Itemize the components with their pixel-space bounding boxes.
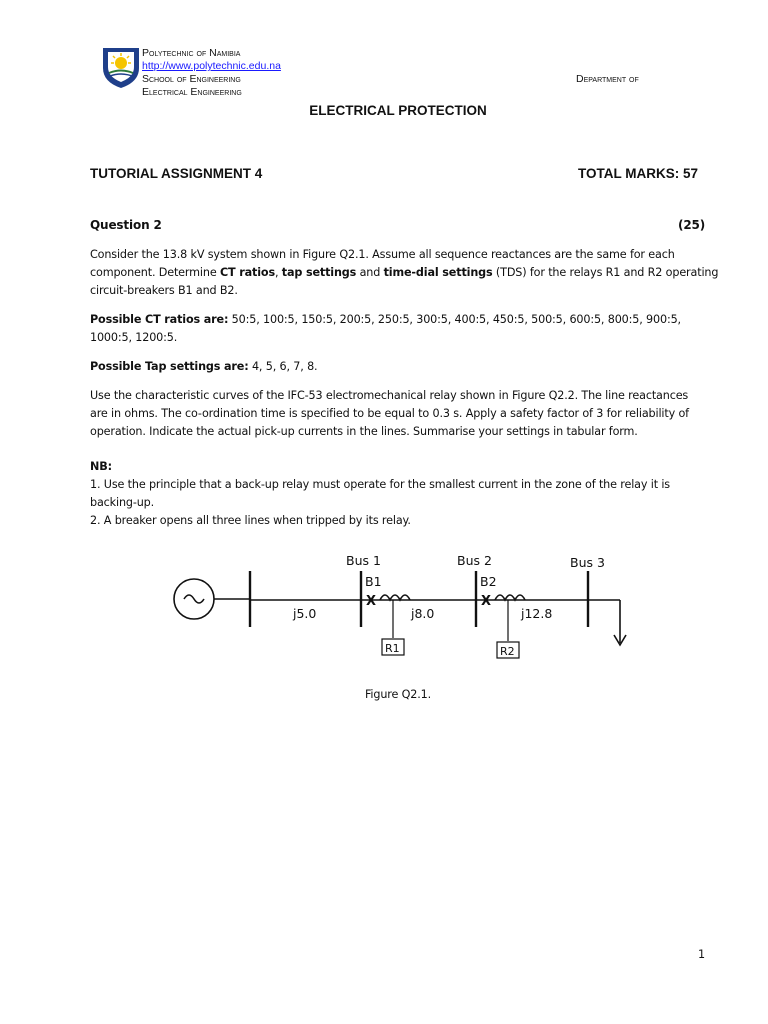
ct-ratios-values: 50:5, 100:5, 150:5, 200:5, 250:5, 300:5, 400:5, 450:5, 500:5, 600:5, 800:5, 900:5,	[228, 313, 681, 326]
bus-1-label: Bus 1	[346, 553, 381, 568]
nb-block	[90, 458, 670, 530]
paragraph-2-line-1: Use the characteristic curves of the IFC-53 electromechanical relay shown in Figure Q2.2. The line reactances	[90, 389, 689, 402]
ct-ratios-line-1	[90, 311, 681, 329]
figure-caption: Figure Q2.1.	[364, 688, 432, 701]
single-line-diagram	[0, 545, 768, 670]
total-marks: TOTAL MARKS: 57	[578, 166, 699, 181]
assignment-title: TUTORIAL ASSIGNMENT 4	[90, 166, 263, 181]
tap-settings-emphasis: tap settings	[281, 266, 357, 279]
relay-1-label: R1	[385, 642, 400, 655]
institution-logo	[100, 44, 142, 90]
institution-name: Polytechnic of Namibia	[142, 47, 241, 59]
nb-item-1-line-1: 1. Use the principle that a back-up relay must operate for the smallest current in the zone of the relay it is	[90, 478, 670, 491]
ct-ratios-label: Possible CT ratios are:	[90, 313, 229, 326]
line-2-reactance: j8.0	[411, 606, 435, 621]
ct-ratios-block	[90, 311, 681, 347]
ct-ratios-emphasis: CT ratios	[219, 266, 275, 279]
tap-settings-values: 4, 5, 6, 7, 8.	[248, 360, 318, 373]
paragraph-1-line-1: Consider the 13.8 kV system shown in Figure Q2.1. Assume all sequence reactances are the same for each	[90, 248, 675, 261]
department-prefix: Department of	[576, 73, 639, 85]
bus-2-label: Bus 2	[457, 553, 492, 568]
line-3-reactance: j12.8	[521, 606, 553, 621]
department-name: Electrical Engineering	[142, 86, 242, 98]
text-segment: (TDS) for the relays R1 and R2 operating	[492, 266, 719, 279]
question-text-paragraph-2	[90, 387, 689, 441]
page-number: 1	[698, 948, 705, 961]
tap-settings-block	[90, 358, 317, 376]
breaker-2-label: B2	[480, 574, 497, 589]
breaker-1-label: B1	[365, 574, 382, 589]
paragraph-1-line-2	[90, 264, 718, 282]
school-name: School of Engineering	[142, 73, 241, 85]
nb-item-1-line-2: backing-up.	[90, 496, 155, 509]
tap-settings-label: Possible Tap settings are:	[90, 360, 249, 373]
bus-3-label: Bus 3	[570, 555, 605, 570]
paragraph-1-line-3: circuit-breakers B1 and B2.	[90, 284, 238, 297]
nb-label: NB:	[90, 460, 112, 473]
relay-2-label: R2	[500, 645, 515, 658]
paragraph-2-line-3: operation. Indicate the actual pick-up currents in the lines. Summarise your settings in tabular form.	[90, 425, 638, 438]
text-segment: ,	[274, 266, 282, 279]
breaker-2-symbol: X	[481, 594, 492, 609]
breaker-1-symbol: X	[366, 594, 377, 609]
course-title: ELECTRICAL PROTECTION	[309, 103, 487, 118]
question-text-paragraph-1	[90, 246, 718, 300]
generator-sine-icon	[184, 595, 204, 603]
nb-item-2: 2. A breaker opens all three lines when tripped by its relay.	[90, 514, 411, 527]
ct-ratios-line-2: 1000:5, 1200:5.	[90, 331, 178, 344]
question-marks: (25)	[678, 218, 706, 232]
question-label: Question 2	[90, 218, 162, 232]
paragraph-2-line-2: are in ohms. The co-ordination time is specified to be equal to 0.3 s. Apply a safety factor of 3 for reliability of	[90, 407, 689, 420]
time-dial-emphasis: time-dial settings	[383, 266, 493, 279]
text-segment: and	[356, 266, 384, 279]
text-segment: component. Determine	[90, 266, 220, 279]
institution-url-link[interactable]: http://www.polytechnic.edu.na	[142, 60, 281, 72]
line-1-reactance: j5.0	[293, 606, 317, 621]
